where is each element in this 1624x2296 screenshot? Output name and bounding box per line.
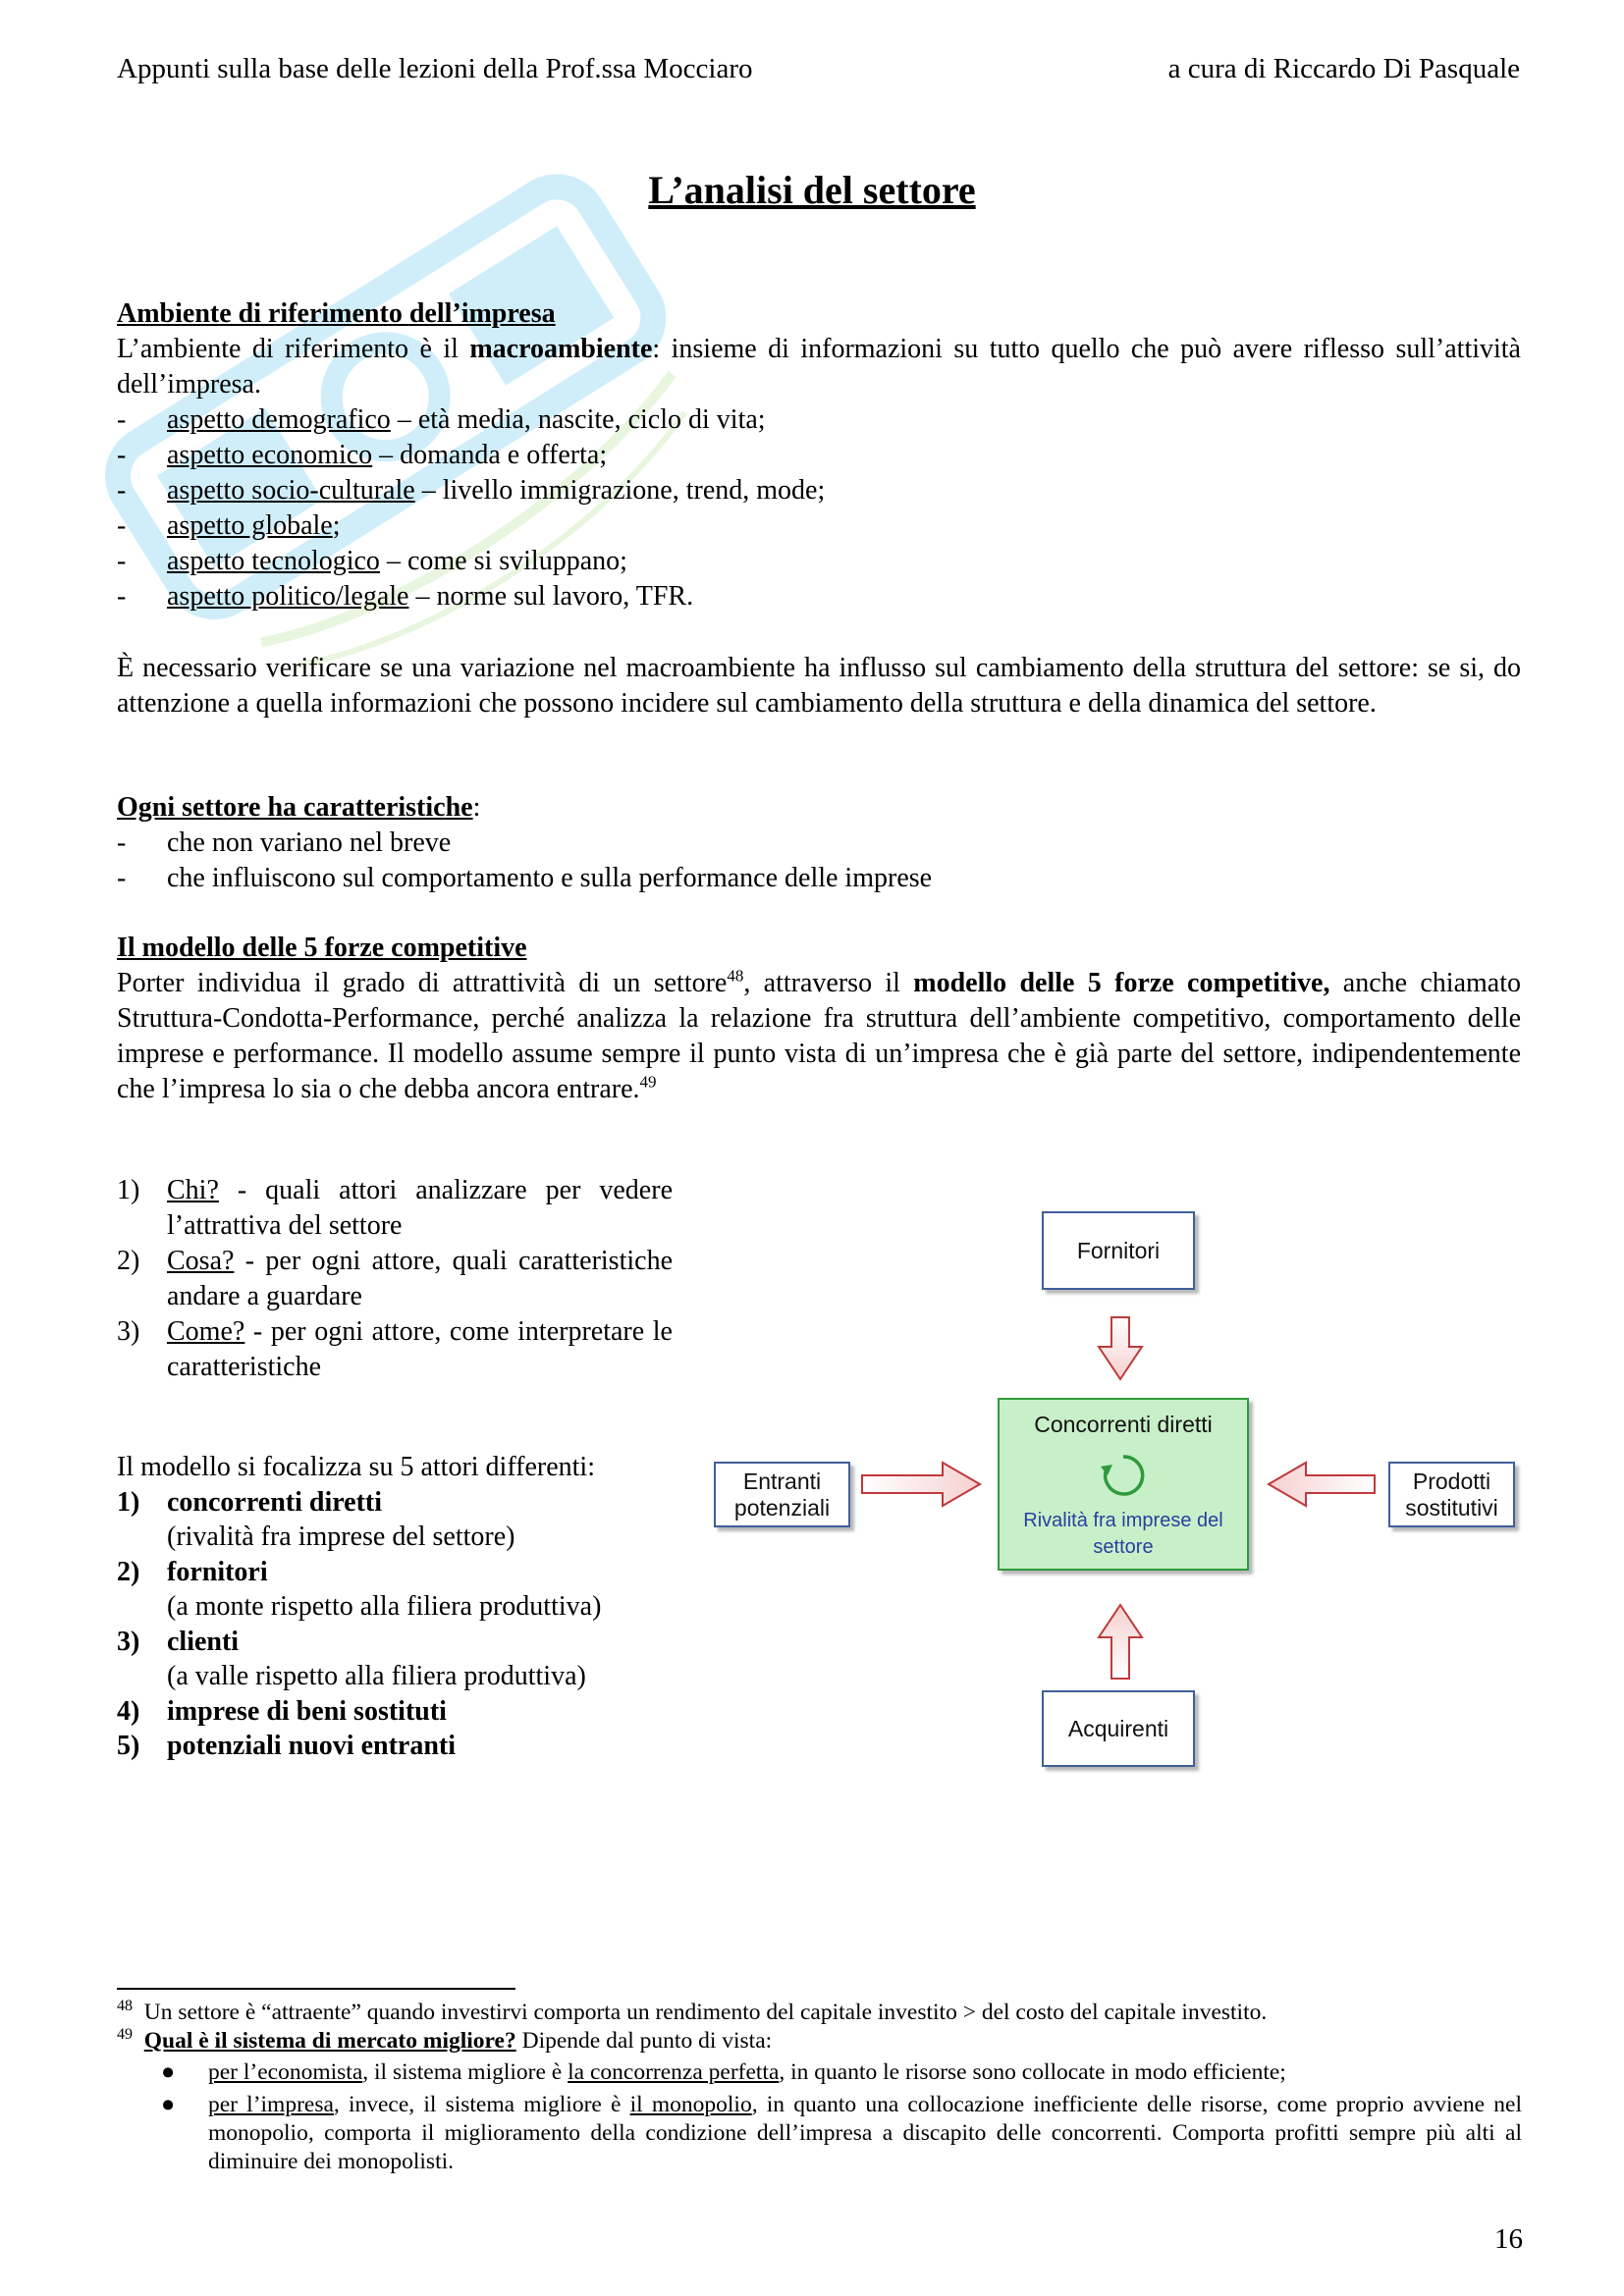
actor-number: 5) — [117, 1731, 140, 1761]
macro-paragraph: È necessario verificare se una variazione nel macroambiente ha influsso sul cambiamento della struttura del settore: se si, do attenzione a quella informazioni che possono incidere sul cambiamento della struttura e della dinamica del settore. — [117, 653, 1521, 719]
bullet-subject: per l’impresa — [208, 2092, 334, 2117]
footnote-48 — [117, 1999, 1521, 2027]
box-entranti-potenziali: Entranti potenziali — [714, 1462, 850, 1527]
actor-number: 3) — [117, 1626, 140, 1657]
actor-name: concorrenti diretti — [167, 1486, 383, 1518]
actor-number: 2) — [117, 1556, 140, 1587]
footnote-ref-49[interactable]: 49 — [639, 1072, 657, 1092]
actor-number: 4) — [117, 1695, 140, 1727]
footnote-text: Un settore è “attraente” quando investirvi comporta un rendimento del capitale investito > del costo del capitale investito. — [143, 2000, 1268, 2025]
intro-text: L’ambiente di riferimento è il — [117, 334, 470, 364]
section-heading-caratteristiche: Ogni settore ha caratteristiche — [117, 792, 473, 823]
list-item: - che non variano nel breve — [117, 826, 1521, 861]
list-item — [157, 2058, 1522, 2087]
bullet-text-end: , in quanto le risorse sono collocate in modo efficiente; — [779, 2059, 1286, 2085]
question-word: Come? — [167, 1316, 245, 1347]
bullet-text-end: , in quanto una collocazione inefficiente delle risorse, come proprio avviene nel monopolio, comporta il miglioramento della condizione dell’impresa a discapito delle concorrenti. Comporta profitti sempre più alti al diminuire dei monopolisti. — [208, 2092, 1522, 2174]
porter-text-2: , attraverso il — [743, 968, 914, 998]
arrow-fornitori — [1099, 1317, 1142, 1379]
actors-intro: Il modello si focalizza su 5 attori differenti: — [117, 1452, 595, 1482]
porter-text-3: anche chiamato Struttura-Condotta-Performance, perché analizza la relazione fra struttura dell’ambiente competitivo, comportamento delle imprese e performance. Il modello assume sempre il punto vista di un’impresa che è già parte del settore, indipendentemente che l’impresa lo sia o che debba ancora entrare. — [117, 968, 1522, 1104]
box-concorrenti-diretti — [998, 1398, 1249, 1571]
aspect-desc: – livello immigrazione, trend, mode; — [414, 475, 826, 506]
arrow-entranti — [862, 1463, 980, 1506]
footnote-ref-48[interactable]: 48 — [727, 966, 744, 986]
actor-note: (a valle rispetto alla filiera produttiva) — [167, 1661, 586, 1691]
porter-bold: modello delle 5 forze competitive, — [913, 968, 1330, 998]
question-word: Chi? — [167, 1175, 219, 1205]
intro-bold-term: macroambiente — [469, 334, 653, 364]
arrow-acquirenti — [1099, 1605, 1142, 1679]
aspect-desc: ; — [332, 510, 341, 541]
footnote-separator — [117, 1988, 515, 1990]
center-title: Concorrenti diretti — [1034, 1412, 1213, 1437]
question-text: - quali attori analizzare per vedere l’attrattiva del settore — [167, 1175, 673, 1241]
cycle-icon — [1099, 1451, 1148, 1500]
actor-name: fornitori — [167, 1556, 268, 1587]
list-item: - che influiscono sul comportamento e sulla performance delle imprese — [117, 861, 1521, 896]
header-author: a cura di Riccardo Di Pasquale — [1167, 53, 1520, 84]
question-number: 1) — [117, 1175, 140, 1205]
footnote-question: Qual è il sistema di mercato migliore? — [143, 2028, 516, 2054]
section-heading-ambiente: Ambiente di riferimento dell’impresa — [117, 298, 556, 329]
footnote-number: 48 — [117, 1998, 133, 2015]
arrow-prodotti — [1269, 1463, 1375, 1506]
aspect-term: aspetto socio-culturale — [167, 475, 415, 506]
question-number: 2) — [117, 1246, 140, 1276]
actor-note: (a monte rispetto alla filiera produttiva) — [167, 1591, 602, 1622]
aspect-desc: – età media, nascite, ciclo di vita; — [390, 404, 766, 435]
footnote-number: 49 — [117, 2026, 133, 2044]
bullet-subject: per l’economista — [208, 2059, 363, 2085]
actor-name: imprese di beni sostituti — [167, 1695, 447, 1727]
center-subtitle: Rivalità fra imprese del settore — [1023, 1510, 1223, 1558]
actor-name: potenziali nuovi entranti — [167, 1731, 457, 1761]
aspect-term: aspetto globale — [167, 510, 333, 541]
footnote-49 — [117, 2027, 1521, 2056]
box-acquirenti: Acquirenti — [1042, 1690, 1195, 1767]
header-course: Appunti sulla base delle lezioni della Prof.ssa Mocciaro — [117, 53, 753, 84]
aspect-desc: – domanda e offerta; — [372, 440, 608, 470]
bullet-icon: ● — [161, 2092, 176, 2117]
bullet-system: la concorrenza perfetta — [568, 2059, 780, 2085]
footnote-text: Dipende dal punto di vista: — [515, 2028, 773, 2054]
section-heading-5-forze: Il modello delle 5 forze competitive — [117, 933, 527, 963]
box-fornitori: Fornitori — [1042, 1211, 1195, 1290]
page-title: L’analisi del settore — [648, 168, 976, 212]
intro-text-end: : insieme di informazioni su tutto quello che può avere riflesso sull’attività dell’impresa. — [117, 334, 1521, 400]
aspect-term: aspetto politico/legale — [167, 581, 409, 612]
box-prodotti-sostitutivi: Prodotti sostitutivi — [1388, 1462, 1515, 1527]
aspect-desc: – come si sviluppano; — [379, 546, 627, 576]
aspect-term: aspetto tecnologico — [167, 546, 380, 576]
page-number: 16 — [1494, 2223, 1523, 2255]
question-text: - per ogni attore, quali caratteristiche andare a guardare — [167, 1246, 673, 1311]
actor-number: 1) — [117, 1486, 140, 1518]
bullet-text: , invece, il sistema migliore è — [333, 2092, 630, 2117]
bullet-system: il monopolio — [629, 2092, 752, 2117]
actor-name: clienti — [167, 1626, 240, 1657]
footnote-bullets — [157, 2058, 1522, 2180]
aspect-term: aspetto demografico — [167, 404, 391, 435]
question-word: Cosa? — [167, 1246, 235, 1276]
bullet-icon: ● — [161, 2059, 176, 2085]
question-text: - per ogni attore, come interpretare le caratteristiche — [167, 1316, 673, 1382]
list-item — [157, 2091, 1522, 2176]
aspect-term: aspetto economico — [167, 440, 373, 470]
aspect-desc: – norme sul lavoro, TFR. — [408, 581, 694, 612]
actor-note: (rivalità fra imprese del settore) — [167, 1522, 515, 1552]
question-number: 3) — [117, 1316, 140, 1347]
porter-text-1: Porter individua il grado di attrattività di un settore — [117, 968, 728, 998]
heading-colon: : — [472, 792, 481, 823]
bullet-text: , il sistema migliore è — [362, 2059, 568, 2085]
